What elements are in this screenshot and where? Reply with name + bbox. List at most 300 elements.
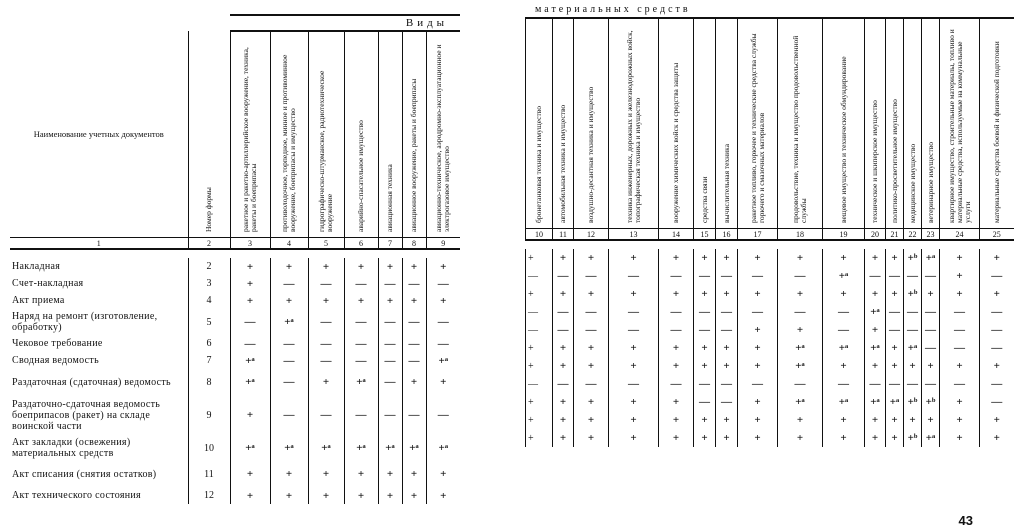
left-cell: + xyxy=(230,461,270,487)
right-col-number: 18 xyxy=(778,229,823,241)
right-cell: — xyxy=(574,303,609,321)
right-cell: + xyxy=(526,357,553,375)
right-cell: + xyxy=(659,285,694,303)
right-cell: + xyxy=(574,393,609,411)
right-cell: + xyxy=(886,411,904,429)
right-cell: + xyxy=(886,429,904,447)
right-category-header xyxy=(526,18,553,229)
right-cell: — xyxy=(716,321,738,339)
left-col-number: 4 xyxy=(270,238,308,250)
left-cell: — xyxy=(270,395,308,435)
left-cell: + xyxy=(270,487,308,504)
right-cell: + xyxy=(940,429,980,447)
left-cell: +ᵃ xyxy=(270,309,308,335)
right-cell: + xyxy=(553,393,574,411)
left-table-row xyxy=(10,487,460,504)
right-col-number: 23 xyxy=(922,229,940,241)
right-cell: — xyxy=(738,303,778,321)
right-cell: — xyxy=(980,375,1014,393)
right-cell: — xyxy=(553,321,574,339)
right-cell: + xyxy=(526,411,553,429)
right-cell: — xyxy=(609,267,659,285)
right-cell: — xyxy=(922,339,940,357)
right-cell: + xyxy=(940,411,980,429)
right-cell: — xyxy=(940,321,980,339)
right-cell: — xyxy=(574,321,609,339)
left-cell: +ᵃ xyxy=(344,435,378,461)
right-cell: — xyxy=(738,375,778,393)
right-cell: — xyxy=(823,375,865,393)
right-cell: + xyxy=(980,411,1014,429)
right-cell: + xyxy=(526,429,553,447)
left-cell: — xyxy=(344,395,378,435)
right-cell: — xyxy=(886,375,904,393)
right-cell: — xyxy=(886,321,904,339)
right-cell: + xyxy=(823,411,865,429)
left-cell: + xyxy=(308,487,344,504)
left-category-header xyxy=(426,31,460,238)
left-cell: — xyxy=(378,275,402,292)
left-table-row xyxy=(10,258,460,275)
right-cell: + xyxy=(922,285,940,303)
left-cell: — xyxy=(402,309,426,335)
right-cell: — xyxy=(980,321,1014,339)
right-cell: — xyxy=(694,321,716,339)
right-table xyxy=(525,4,1014,447)
right-cell: + xyxy=(940,285,980,303)
right-cell: +ᵇ xyxy=(904,249,922,267)
right-cell: + xyxy=(609,411,659,429)
right-table-row xyxy=(526,249,1014,267)
form-number: 10 xyxy=(188,435,230,461)
right-cell: + xyxy=(865,285,886,303)
right-cell: + xyxy=(886,339,904,357)
left-cell: +ᵃ xyxy=(344,369,378,395)
form-number: 3 xyxy=(188,275,230,292)
right-cell: + xyxy=(738,429,778,447)
form-number: 5 xyxy=(188,309,230,335)
right-category-label: политико-просветительное имущество xyxy=(889,99,899,223)
right-cell: + xyxy=(886,357,904,375)
left-cell: — xyxy=(308,335,344,352)
right-cell: + xyxy=(526,249,553,267)
left-cell: + xyxy=(426,292,460,309)
right-cell: — xyxy=(904,321,922,339)
right-cell: + xyxy=(922,411,940,429)
left-category-header xyxy=(308,31,344,238)
right-cell: + xyxy=(659,429,694,447)
right-cell: + xyxy=(659,249,694,267)
right-cell: — xyxy=(659,375,694,393)
right-cell: — xyxy=(980,267,1014,285)
left-cell: +ᵃ xyxy=(308,435,344,461)
right-cell: + xyxy=(940,393,980,411)
right-cell: — xyxy=(886,267,904,285)
right-table-row xyxy=(526,339,1014,357)
right-cell: + xyxy=(778,429,823,447)
form-number: 8 xyxy=(188,369,230,395)
left-table-row xyxy=(10,335,460,352)
right-cell: — xyxy=(609,321,659,339)
left-cell: — xyxy=(426,275,460,292)
left-col-number: 7 xyxy=(378,238,402,250)
left-cell: — xyxy=(270,335,308,352)
right-col-number: 16 xyxy=(716,229,738,241)
right-cell: +ᵃ xyxy=(865,303,886,321)
right-cell: + xyxy=(778,249,823,267)
right-cell: — xyxy=(526,303,553,321)
left-table-row xyxy=(10,461,460,487)
right-cell: + xyxy=(553,357,574,375)
doc-name: Раздаточная (сдаточная) ведомость xyxy=(12,376,171,388)
right-cell: + xyxy=(865,249,886,267)
left-col-number: 8 xyxy=(402,238,426,250)
left-cell: — xyxy=(378,309,402,335)
right-category-label: ракетное топливо, горючее и технические средства службы горючего и смазочных материалов xyxy=(748,33,766,223)
right-category-label: вычислительная техника xyxy=(721,143,731,223)
left-cell: + xyxy=(378,292,402,309)
left-page xyxy=(0,0,468,532)
doc-name: Акт закладки (освежения) материальных средств xyxy=(12,437,131,459)
right-cell: + xyxy=(574,285,609,303)
right-category-label: техническое и шкиперское имущество xyxy=(870,100,879,223)
left-cell: + xyxy=(308,258,344,275)
right-cell: + xyxy=(609,357,659,375)
right-cell: — xyxy=(609,375,659,393)
left-cell: — xyxy=(378,395,402,435)
right-cell: — xyxy=(526,267,553,285)
right-cell: — xyxy=(865,375,886,393)
right-category-label: медицинское имущество xyxy=(907,143,917,223)
left-cell: — xyxy=(308,275,344,292)
right-cell: — xyxy=(980,339,1014,357)
left-cell: + xyxy=(402,292,426,309)
right-cell: + xyxy=(609,429,659,447)
right-cell: — xyxy=(922,267,940,285)
right-table-row xyxy=(526,393,1014,411)
right-cell: +ᵃ xyxy=(778,393,823,411)
doc-name: Счет-накладная xyxy=(12,278,84,289)
doc-name: Акт списания (снятия остатков) xyxy=(12,468,157,480)
right-category-header xyxy=(574,18,609,229)
right-cell: + xyxy=(823,285,865,303)
left-cell: — xyxy=(402,335,426,352)
right-cell: + xyxy=(574,249,609,267)
left-cell: — xyxy=(426,335,460,352)
left-category-header xyxy=(344,31,378,238)
left-cell: — xyxy=(230,335,270,352)
right-cell: +ᵃ xyxy=(823,393,865,411)
right-cell: + xyxy=(659,411,694,429)
right-cell: +ᵃ xyxy=(865,393,886,411)
right-col-number: 20 xyxy=(865,229,886,241)
right-category-label: автомобильная техника и имущество xyxy=(558,104,567,223)
right-col-number: 15 xyxy=(694,229,716,241)
right-cell: + xyxy=(865,321,886,339)
right-col-number: 10 xyxy=(526,229,553,241)
right-cell: + xyxy=(553,285,574,303)
doc-col-header: Наименование учетных документов xyxy=(10,31,188,238)
right-cell: — xyxy=(940,375,980,393)
doc-name: Сводная ведомость xyxy=(12,355,99,366)
right-cell: + xyxy=(904,411,922,429)
left-cell: + xyxy=(378,487,402,504)
left-cell: + xyxy=(344,487,378,504)
right-col-number: 13 xyxy=(609,229,659,241)
left-cell: — xyxy=(402,395,426,435)
right-cell: — xyxy=(609,303,659,321)
right-cell: + xyxy=(940,357,980,375)
right-cell: +ᵃ xyxy=(823,339,865,357)
page-number: 43 xyxy=(958,513,973,528)
right-cell: + xyxy=(574,411,609,429)
right-col-number: 14 xyxy=(659,229,694,241)
right-cell: + xyxy=(738,411,778,429)
right-cell: + xyxy=(823,429,865,447)
right-cell: + xyxy=(738,393,778,411)
right-cell: — xyxy=(823,303,865,321)
right-cell: + xyxy=(940,249,980,267)
right-cell: — xyxy=(659,303,694,321)
form-number: 2 xyxy=(188,258,230,275)
right-cell: + xyxy=(526,285,553,303)
left-cell: + xyxy=(308,461,344,487)
right-cell: + xyxy=(659,357,694,375)
left-table-row xyxy=(10,292,460,309)
right-category-header xyxy=(865,18,886,229)
right-category-label: ветеринарное имущество xyxy=(925,142,935,223)
right-category-header xyxy=(940,18,980,229)
right-cell: + xyxy=(886,285,904,303)
right-cell: + xyxy=(738,339,778,357)
right-cell: + xyxy=(716,411,738,429)
right-col-number: 17 xyxy=(738,229,778,241)
left-category-header xyxy=(378,31,402,238)
left-col-number: 1 xyxy=(10,238,188,250)
right-category-header xyxy=(553,18,574,229)
right-cell: — xyxy=(553,375,574,393)
right-cell: + xyxy=(716,357,738,375)
left-cell: — xyxy=(270,275,308,292)
left-cell: + xyxy=(378,258,402,275)
right-cell: + xyxy=(823,249,865,267)
left-cell: + xyxy=(230,292,270,309)
left-cell: +ᵃ xyxy=(378,435,402,461)
left-cell: +ᵃ xyxy=(230,369,270,395)
right-col-number: 25 xyxy=(980,229,1014,241)
right-cell: +ᵃ xyxy=(904,339,922,357)
left-col-number: 9 xyxy=(426,238,460,250)
left-cell: + xyxy=(402,461,426,487)
left-cell: + xyxy=(402,487,426,504)
right-cell: — xyxy=(778,303,823,321)
doc-name: Акт приема xyxy=(12,295,65,306)
left-category-label: ракетное и ракетно-артиллерийское вооружение, техника, ракеты и боеприпасы xyxy=(241,47,258,232)
left-cell: +ᵃ xyxy=(230,352,270,369)
right-cell: — xyxy=(694,303,716,321)
left-cell: + xyxy=(402,258,426,275)
right-category-header xyxy=(922,18,940,229)
left-cell: + xyxy=(344,292,378,309)
right-cell: — xyxy=(526,321,553,339)
left-table-row xyxy=(10,309,460,335)
right-cell: + xyxy=(609,393,659,411)
right-cell: — xyxy=(886,303,904,321)
right-cell: + xyxy=(574,357,609,375)
right-cell: + xyxy=(526,339,553,357)
right-cell: + xyxy=(738,357,778,375)
right-cell: + xyxy=(716,249,738,267)
right-table-row xyxy=(526,321,1014,339)
right-cell: + xyxy=(609,249,659,267)
form-col-header-text: Номер формы xyxy=(204,187,213,232)
right-cell: + xyxy=(738,285,778,303)
right-cell: + xyxy=(553,411,574,429)
form-number: 7 xyxy=(188,352,230,369)
doc-name: Накладная xyxy=(12,261,61,272)
left-cell: — xyxy=(344,335,378,352)
right-cell: + xyxy=(778,411,823,429)
left-col-number: 6 xyxy=(344,238,378,250)
right-cell: + xyxy=(694,411,716,429)
right-category-label: техника инженерных, дорожных и железнодорожных войск, топографическая техника и имущество xyxy=(624,30,642,223)
right-table-row xyxy=(526,357,1014,375)
right-cell: — xyxy=(574,267,609,285)
right-cell: + xyxy=(865,411,886,429)
right-cell: + xyxy=(738,249,778,267)
right-category-label: средства связи xyxy=(699,176,709,223)
right-cell: +ᵃ xyxy=(886,393,904,411)
right-category-label: материальные средства боевой и физической подготовки xyxy=(991,41,1001,223)
left-cell: + xyxy=(230,258,270,275)
right-cell: + xyxy=(980,357,1014,375)
left-cell: + xyxy=(402,369,426,395)
right-cell: — xyxy=(716,393,738,411)
right-cell: + xyxy=(778,321,823,339)
right-category-label: воздушно-десантная техника и имущество xyxy=(586,86,595,223)
right-category-header xyxy=(738,18,778,229)
right-cell: — xyxy=(904,375,922,393)
right-cell: + xyxy=(886,249,904,267)
right-table-row xyxy=(526,303,1014,321)
right-cell: + xyxy=(778,285,823,303)
right-cell: — xyxy=(778,375,823,393)
right-cell: + xyxy=(659,339,694,357)
left-cell: +ᵃ xyxy=(426,352,460,369)
left-cell: + xyxy=(270,258,308,275)
left-cell: — xyxy=(378,335,402,352)
right-cell: — xyxy=(980,393,1014,411)
doc-name: Чековое требование xyxy=(12,338,103,349)
right-cell: — xyxy=(738,267,778,285)
right-category-header xyxy=(980,18,1014,229)
right-cell: +ᵇ xyxy=(922,393,940,411)
right-cell: + xyxy=(574,339,609,357)
right-cell: — xyxy=(659,267,694,285)
right-cell: + xyxy=(694,285,716,303)
right-cell: — xyxy=(716,303,738,321)
left-cell: — xyxy=(378,369,402,395)
right-cell: — xyxy=(922,375,940,393)
right-header-title: материальных средств xyxy=(535,4,691,15)
left-cell: +ᵃ xyxy=(270,435,308,461)
right-table-row xyxy=(526,429,1014,447)
left-cell: + xyxy=(426,258,460,275)
form-number: 11 xyxy=(188,461,230,487)
form-number: 6 xyxy=(188,335,230,352)
right-cell: — xyxy=(904,267,922,285)
left-cell: + xyxy=(308,369,344,395)
left-cell: — xyxy=(426,395,460,435)
right-category-header xyxy=(659,18,694,229)
left-cell: — xyxy=(378,352,402,369)
doc-name: Акт технического состояния xyxy=(12,490,141,501)
right-cell: +ᵃ xyxy=(778,357,823,375)
left-cell: — xyxy=(344,352,378,369)
left-cell: — xyxy=(308,352,344,369)
right-cell: + xyxy=(694,339,716,357)
right-cell: — xyxy=(940,339,980,357)
right-table-row xyxy=(526,267,1014,285)
left-cell: + xyxy=(426,461,460,487)
right-category-header xyxy=(823,18,865,229)
right-category-header xyxy=(886,18,904,229)
right-cell: + xyxy=(980,249,1014,267)
left-table-row xyxy=(10,369,460,395)
right-col-number: 24 xyxy=(940,229,980,241)
left-category-label: авиационно-техническое, аэродромно-эксплуатационное и электрогазовое имущество xyxy=(434,44,452,232)
right-cell: + xyxy=(553,339,574,357)
right-cell: + xyxy=(553,249,574,267)
right-cell: — xyxy=(553,267,574,285)
right-category-header xyxy=(694,18,716,229)
left-cell: + xyxy=(378,461,402,487)
right-cell: +ᵇ xyxy=(904,429,922,447)
right-col-number: 12 xyxy=(574,229,609,241)
right-category-label: вещевое имущество и техническое обмундирование xyxy=(838,56,848,223)
right-cell: +ᵃ xyxy=(865,339,886,357)
right-col-number: 22 xyxy=(904,229,922,241)
right-cell: +ᵃ xyxy=(922,249,940,267)
left-col-number: 2 xyxy=(188,238,230,250)
form-number: 12 xyxy=(188,487,230,504)
form-number: 4 xyxy=(188,292,230,309)
right-cell: + xyxy=(865,357,886,375)
right-category-label: вооружение химических войск и средства защиты xyxy=(671,62,680,223)
left-category-label: гидрографическо-штурманское, радиотехническое вооружение xyxy=(317,70,334,232)
right-cell: + xyxy=(922,357,940,375)
left-cell: — xyxy=(426,309,460,335)
right-table-row xyxy=(526,375,1014,393)
left-cell: — xyxy=(308,395,344,435)
right-cell: — xyxy=(778,267,823,285)
left-table-row xyxy=(10,395,460,435)
left-category-label: противолодочное, торпедное, минное и противоминное вооружение, боеприпасы и имущество xyxy=(280,54,297,232)
right-cell: +ᵇ xyxy=(904,285,922,303)
right-cell: — xyxy=(940,303,980,321)
right-cell: — xyxy=(526,375,553,393)
left-table xyxy=(10,14,460,504)
right-cell: — xyxy=(716,375,738,393)
right-cell: + xyxy=(823,357,865,375)
left-category-header xyxy=(230,31,270,238)
right-col-number: 11 xyxy=(553,229,574,241)
right-cell: — xyxy=(922,321,940,339)
right-cell: + xyxy=(980,429,1014,447)
left-cell: — xyxy=(344,275,378,292)
left-category-header xyxy=(402,31,426,238)
doc-name: Наряд на ремонт (изготовление, обработку) xyxy=(12,311,158,333)
